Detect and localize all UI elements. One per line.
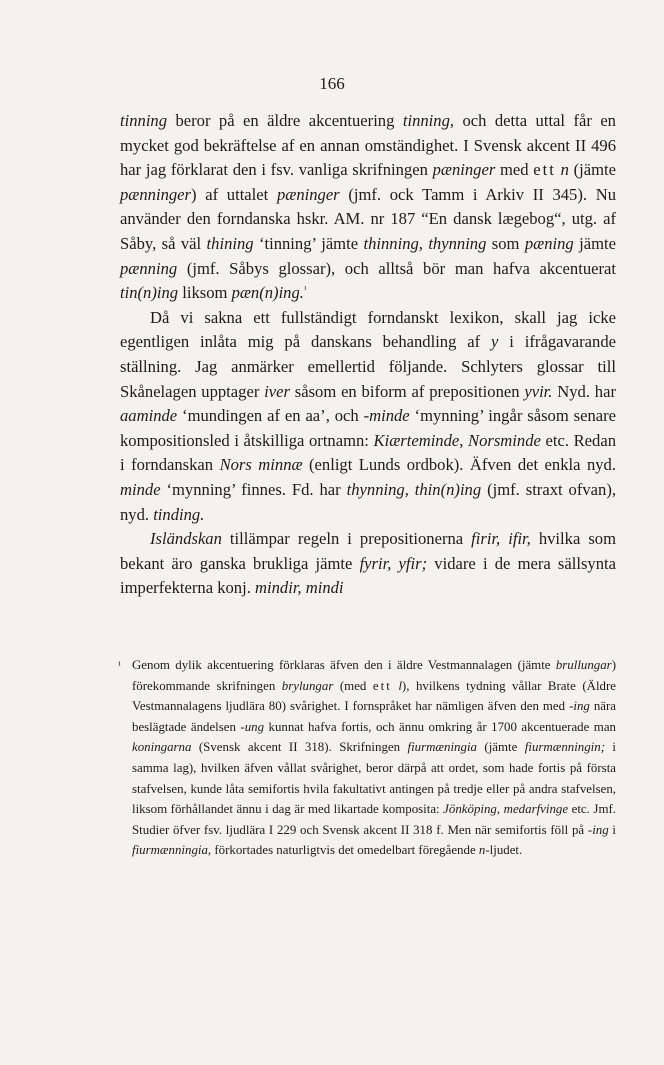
text-run: med xyxy=(495,160,534,180)
italic-run: pænninger xyxy=(120,184,191,204)
text-run: förkortades naturligtvis det omedelbart föregående xyxy=(211,843,479,858)
italic-run: mindir, mindi xyxy=(255,578,344,598)
spaced-run: ett xyxy=(372,678,392,693)
italic-run: -ing xyxy=(587,822,609,837)
text-run: (jämte xyxy=(476,740,525,755)
italic-run: brylungar xyxy=(281,678,334,693)
italic-run: l xyxy=(398,678,402,693)
text-run: (jmf. Såbys glossar), och alltså bör man hafva akcentuerat xyxy=(177,258,616,278)
text-run: beror på en äldre akcentuering xyxy=(167,111,403,130)
text-run: -ljudet. xyxy=(485,843,523,858)
text-run: ‘mynning’ finnes. Fd. har xyxy=(160,479,347,499)
text-run: Genom dylik akcentuering förklaras äfven den i äldre Vestmannalagen (jämte xyxy=(132,658,556,672)
text-run: såsom en biform af prepositionen xyxy=(289,381,525,401)
text-run: Då vi sakna ett fullständigt forndanskt lexikon, skall jag icke egentligen inlåta mig på danskans behandling af xyxy=(120,307,616,352)
italic-run: thining xyxy=(206,233,254,253)
text-run: i ifrågavarande ställning. Jag anmärker emellertid följande. Schlyters glossar till Skånelagen upptager xyxy=(120,332,616,401)
italic-run: minde xyxy=(120,479,161,499)
spaced-run: ett xyxy=(533,160,556,180)
italic-run: n xyxy=(560,160,569,180)
text-run: jämte xyxy=(573,233,616,253)
italic-run: yvir. xyxy=(524,381,553,401)
text-run: liksom xyxy=(178,283,232,303)
text-run: etc. Jmf. Studier öfver fsv. ljudlära I 229 och Svensk akcent II 318 f. Men när semifortis föll på xyxy=(132,802,616,837)
text-run: hvilka som bekant äro ganska brukliga jämte xyxy=(120,529,616,573)
text-run: ) af uttalet xyxy=(191,184,277,204)
text-run: som xyxy=(486,233,525,253)
italic-run: iver xyxy=(264,381,290,401)
italic-run: fiurmænningin; xyxy=(524,740,605,755)
italic-run: tinning xyxy=(120,111,168,130)
italic-run: koningarna xyxy=(132,740,192,755)
italic-run: firir, ifir, xyxy=(471,529,531,549)
italic-run: Jönköping, medarfvinge xyxy=(443,802,569,817)
italic-run: thinning, thynning xyxy=(363,233,487,253)
text-run: ‘mundingen af en aa’, och xyxy=(177,406,364,426)
text-run: ), hvilkens tydning vållar Brate (Äldre Vestmannalagens ljudlära 80) svårighet. I fornspråket har nämligen äfven den med xyxy=(132,678,616,714)
text-run: ‘tinning’ jämte xyxy=(253,233,364,253)
footnote-ref: ¹ xyxy=(303,284,307,295)
text-run: och detta uttal får en mycket god bekräftelse af en annan omständighet. I Svensk akcent II 496 har jag förklarat den i fsv. vanliga skrifningen xyxy=(120,111,616,180)
footnote-text xyxy=(132,655,616,861)
text-run: (jmf. straxt ofvan), nyd. xyxy=(120,479,616,524)
italic-run: pæninger xyxy=(276,184,340,204)
text-run: ) förekommande skrifningen xyxy=(132,658,616,693)
paragraph xyxy=(120,527,616,601)
text-run: ‘mynning’ ingår såsom senare kompositionsled i åtskilliga ortnamn: xyxy=(120,406,616,450)
italic-run: thynning, thin(n)ing xyxy=(346,479,482,499)
text-run: (jämte xyxy=(568,160,616,180)
footnote xyxy=(118,655,617,861)
italic-run: -ung xyxy=(240,719,265,734)
text-run: etc. Redan i forndanskan xyxy=(120,430,616,475)
text-run: (enligt Lunds ordbok). Äfven det enkla nyd. xyxy=(302,455,616,475)
italic-run: y xyxy=(491,332,499,352)
italic-run: Nors minnæ xyxy=(219,455,303,475)
italic-run: pænning xyxy=(120,258,178,278)
italic-run: tinning, xyxy=(402,111,455,130)
italic-run: pæn(n)ing. xyxy=(231,283,304,303)
text-run: tillämpar regeln i prepositionerna xyxy=(221,529,472,549)
italic-run: -minde xyxy=(363,406,410,426)
italic-run: Isländskan xyxy=(150,529,222,549)
text-run: (jmf. ock Tamm i Arkiv II 345). Nu använder den forndanska hskr. AM. nr 187 “En dansk lægebog“, utg. af Såby, så väl xyxy=(120,184,616,253)
italic-run: pæninger xyxy=(432,160,496,180)
text-run: kunnat hafva fortis, och ännu omkring år 1700 akcentuerade man xyxy=(264,719,616,734)
text-run: nära beslägtade ändelsen xyxy=(132,699,616,734)
text-run: (med xyxy=(333,678,373,693)
paragraph xyxy=(120,109,616,306)
italic-run: fiurmæningia xyxy=(407,740,477,755)
text-run: i xyxy=(608,822,616,837)
italic-run: pæning xyxy=(524,233,574,253)
paragraph xyxy=(120,306,616,527)
main-text xyxy=(120,109,616,601)
italic-run: fiurmænningia, xyxy=(132,843,212,858)
italic-run: -ing xyxy=(569,699,590,714)
text-run: vidare i de mera sällsynta imperfekterna konj. xyxy=(120,553,616,598)
italic-run: Kiærteminde, Norsminde xyxy=(373,430,541,450)
italic-run: tin(n)ing xyxy=(120,283,179,303)
text-run: (Svensk akcent II 318). Skrifningen xyxy=(191,740,408,755)
italic-run: tinding. xyxy=(153,504,205,524)
text-run: Nyd. har xyxy=(552,381,616,401)
italic-run: brullungar xyxy=(555,658,612,672)
footnote-mark: ¹ xyxy=(118,660,121,671)
italic-run: fyrir, yfir; xyxy=(359,553,428,573)
italic-run: aaminde xyxy=(120,406,178,426)
page-number: 166 xyxy=(319,74,345,93)
text-run: i samma lag), hvilken äfven vållat svårighet, beror därpå att ordet, som hade fortis på första stafvelsen, kunde låta semifortis hvila fakultativt antingen på tredje eller på andra stafvelsen, liksom förhållandet ännu i dag är med likartade komposita: xyxy=(132,740,617,817)
italic-run: n xyxy=(478,843,486,858)
